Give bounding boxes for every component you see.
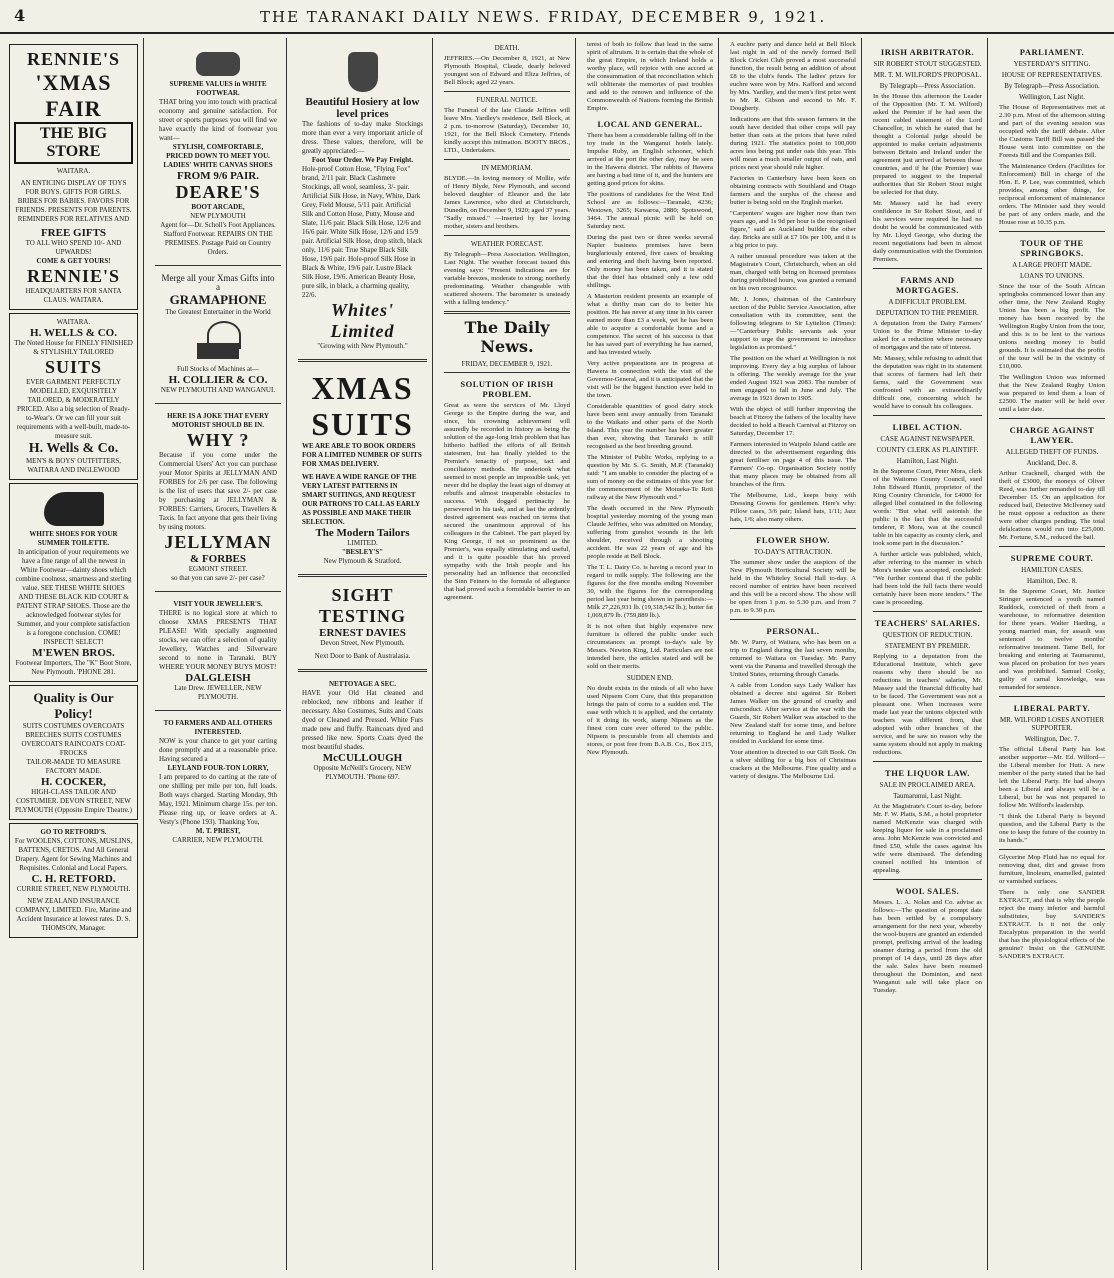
weather-heading: WEATHER FORECAST. bbox=[470, 240, 544, 248]
lawyer-dateline: Auckland, Dec. 8. bbox=[1026, 459, 1078, 467]
lawyer-para: Arthur Cracknell, charged with the theft of £3000, the moneys of Oliver Reed, was further remanded to-day till December 15. On an application for reduced bail, Detective McIlveney said he must oppose a reduction as there were other charges pending. The total defalcations would run into £25,000. Mr. Fortune, S.M., reduced the bail. bbox=[999, 470, 1105, 541]
liquor-dateline: Taumarunui, Last Night. bbox=[893, 792, 962, 800]
shoes-body: In anticipation of your requirements we have a fine range of all the newest in White Footwear—dainty shoes which combine coolness, smartness and sterling value. SEE THESE WHITE SHOES AND THESE BLACK KID COURT & PATENT STRAP SHOES. Those are the acknowledged footwear styles for Summer, and your complete satisfaction is a foregone conclusion. COME! INSPECT! SELECT! bbox=[15, 548, 132, 646]
wells-town: WAITARA. bbox=[56, 318, 91, 326]
editorial-continued: terest of both to follow that lead in the same spirit of altruism. It is certain that the whole of the great Empire, in which Ireland holds a worthy place, will rejoice with one accord at the consummation of that reconciliation which will obliterate the memories of past troubles and add to the renown and influence of the Commonwealth of Nations forming the British Empire. bbox=[587, 41, 713, 112]
foot-order: Foot Your Order. We Pay Freight. bbox=[311, 156, 414, 164]
dearle-name: DEARE'S bbox=[175, 182, 261, 202]
dalgleish-ad bbox=[155, 596, 281, 706]
mewen-ad bbox=[9, 483, 138, 682]
modern-ltd: LIMITED. bbox=[347, 539, 378, 547]
lawyer-sub: ALLEGED THEFT OF FUNDS. bbox=[1005, 448, 1099, 456]
teachers-sub-2: STATEMENT BY PREMIER. bbox=[884, 642, 971, 650]
mewen-address: Footwear Importers, The "K" Boot Store, New Plymouth. 'PHONE 281. bbox=[15, 659, 132, 676]
liberal-heading: LIBERAL PARTY. bbox=[1013, 703, 1091, 713]
irish-press: By Telegraph—Press Association. bbox=[879, 82, 976, 90]
mccullough-name: McCULLOUGH bbox=[322, 752, 403, 764]
davies-address: Devon Street, New Plymouth. bbox=[320, 639, 405, 647]
libel-para-2: A further article was published, which, after referring to the manner in which Mora's tender was accepted, concluded: "We further contend that if the public had been told the full facts there would certainly have been more tenders." The case is proceeding. bbox=[873, 551, 982, 606]
price-from: FROM 9/6 PAIR. bbox=[177, 170, 259, 182]
nettoyage-heading: NETTOYAGE A SEC. bbox=[328, 680, 397, 688]
flower-show-sub: TO-DAY'S ATTRACTION. bbox=[753, 548, 833, 556]
supreme-court-para: In the Supreme Court, Mr. Justice Stringer sentenced a youth named Ruddock, convicted of theft from a warehouse, to reformative detention for three years. Walter Harding, a young married man, for assault was sentenced to twelve months' reformative treatment. Tame Bell, for breaking and entering at Taumarunui, was placed on probation for two years and was prohibited. Samuel Cooky, guilty of carnal knowledge, was remanded for sentence. bbox=[999, 588, 1105, 691]
personal-item-1: Mr. W. Parry, of Waitara, who has been on a trip to England during the last seven months, returned to Waitara on Tuesday. Mr. Parry went via the Panama and travelled through the United States, returning through Canada. bbox=[730, 639, 856, 678]
editorial-body: Great as were the services of Mr. Lloyd George to the Empire during the war, and since, his crowning achievement will assuredly be recorded in history as being the solution of the age-long Irish problem that has hitherto baffled the efforts of all British statesmen, but has finally yielded to the Premier's tenacity of purpose, tact and conciliatory methods. He undertook what seemed to most people an impossible task, yet never did he display the least sign of dismay at rebuffs and almost insuperable obstacles to success. With dogged pertinacity he persevered in his task, and at last the ardently desired agreement was reached on terms that secured the unanimous approval of his colleagues in the Cabinet. The part played by King George, if not so prominent as the Premier's, was equally stimulating and useful, and it is quite possible that his proved sympathy with the Irish people and his personality had an influence that reconciled the Sinn Feiners to the formula of allegiance that had proved such a formidable barrier to an agreement. bbox=[444, 402, 570, 601]
hosiery-body: The fashions of to-day make Stockings more than ever a very important article of dress. These values, therefore, will be greatly appreciated:— bbox=[302, 120, 423, 155]
local-item-3: During the past two or three weeks several Napier business premises have been burglariously entered, five cases of breaking and entering and theft having been reported. Only money has been taken, and it is stated that the thief has obtained only a few odd shillings. bbox=[587, 234, 713, 289]
retford-address: CURRIE STREET, NEW PLYMOUTH. bbox=[16, 885, 131, 893]
modern-tailors: The Modern Tailors bbox=[315, 527, 410, 539]
come-line: COME & GET YOURS! bbox=[36, 257, 111, 265]
springboks-sub-2: LOANS TO UNIONS. bbox=[1019, 272, 1085, 280]
collier-address: NEW PLYMOUTH AND WANGANUI. bbox=[160, 386, 276, 394]
local-item-18: With the object of still further improving the beach at Fitzroy the fathers of the locality have decided to hold a Beach Carnival at Fitzroy on Saturday, December 17. bbox=[730, 406, 856, 437]
libel-dateline: Hamilton, Last Night. bbox=[896, 457, 959, 465]
liquor-sub: SALE IN PROCLAIMED AREA. bbox=[879, 781, 976, 789]
besley-ad bbox=[298, 366, 427, 570]
flower-show-heading: FLOWER SHOW. bbox=[756, 535, 830, 545]
big-store-logo: THE BIG STORE bbox=[14, 122, 133, 164]
cocker-address: HIGH-CLASS TAILOR AND COSTUMIER. DEVON STREET, NEW PLYMOUTH (Opposite Empire Theatre.) bbox=[15, 788, 132, 814]
stylish-line: STYLISH, COMFORTABLE, PRICED DOWN TO MEET YOU. LADIES' WHITE CANVAS SHOES bbox=[163, 143, 273, 169]
mccullough-address: Opposite McNeill's Grocery, NEW PLYMOUTH. 'Phone 697. bbox=[313, 764, 412, 781]
rennie-title: RENNIE'S bbox=[26, 49, 121, 69]
cocker-tailor: TAILOR-MADE TO MEASURE bbox=[26, 758, 121, 766]
nettoyage-body: HAVE your Old Hat cleaned and reblocked, new ribbons and leather if necessary. Also Costumes, Suits and Coats dyed or Cleaned and Pressed. White Furs made new and fluffy. Raincoats dyed and pressed like new. Sports Coats dyed the most beautiful shades. bbox=[302, 689, 423, 751]
fair-word: FAIR bbox=[45, 96, 102, 121]
cocker-ad bbox=[9, 685, 138, 820]
testing-word: TESTING bbox=[318, 606, 407, 626]
farms-sub-2: DEPUTATION TO THE PREMIER. bbox=[876, 309, 979, 317]
gramaphone-stock: Full Stocks of Machines at— bbox=[176, 365, 260, 373]
davies-next-door: Next Door to Bank of Australasia. bbox=[314, 652, 411, 660]
page-header bbox=[0, 0, 1114, 34]
column-1 bbox=[4, 38, 144, 1270]
springboks-para-2: The Wellington Union was informed that the New Zealand Rugby Union was prepared to lend them a loan of £2500. The matter will be held over until a later date. bbox=[999, 374, 1105, 413]
libel-para-1: In the Supreme Court, Peter Mora, clerk of the Waitomo County Council, sued John Edward Huntii, proprietor of the King Country Chronicle, for £4000 for alleged libel contained in the following words: "But what will astonish the public is the fact that the successful tenderer, P. Mora, was at the council table in his capacity as county clerk, and took some part in the discussion." bbox=[873, 468, 982, 547]
whites-slogan: "Growing with New Plymouth." bbox=[317, 342, 408, 350]
gramaphone-heading: GRAMAPHONE bbox=[169, 292, 267, 307]
dearle-town: NEW PLYMOUTH bbox=[190, 212, 246, 220]
farms-para-2: Mr. Massey, while refusing to admit that the deputation was right in its statement that scores of farmers had left their farms, said the Government was confronted with an extraordinarily difficult one, concerning which he would have to consult his colleagues. bbox=[873, 355, 982, 410]
farms-sub-1: A DIFFICULT PROBLEM. bbox=[888, 298, 967, 306]
teachers-heading: TEACHERS' SALARIES. bbox=[874, 618, 981, 628]
column-4 bbox=[439, 38, 576, 1270]
page-number: 4 bbox=[14, 6, 26, 25]
quality-heading: Quality is Our Policy! bbox=[33, 690, 114, 721]
libel-heading: LIBEL ACTION. bbox=[892, 422, 963, 432]
davies-ad bbox=[298, 581, 427, 665]
merge-line: Merge all your Xmas Gifts into a bbox=[161, 273, 275, 292]
forbes-name: & FORBES bbox=[190, 553, 246, 565]
personal-heading: PERSONAL. bbox=[766, 626, 820, 636]
dearle-body: Agent for—Dr. Scholl's Foot Appliances. Stafford Footwear. REPAIRS ON THE PREMISES. Postage Paid on Country Orders. bbox=[160, 221, 276, 256]
whites-ad bbox=[298, 44, 427, 355]
editorial-heading: SOLUTION OF IRISH PROBLEM. bbox=[460, 379, 554, 399]
retford-go: GO TO RETFORD'S. bbox=[40, 828, 107, 836]
farmers-heading: TO FARMERS AND ALL OTHERS INTERESTED. bbox=[163, 719, 273, 736]
shoe-illustration bbox=[44, 492, 104, 526]
farms-para-1: A deputation from the Dairy Farmers' Union to the Prime Minister to-day asked for a reduction where necessary of mortgages and the rate of interest. bbox=[873, 320, 982, 351]
suits-heading: SUITS bbox=[311, 406, 414, 442]
parliament-para-2: The Maintenance Orders (Facilities for Enforcement) Bill in charge of the Hon. E. P. Lee, was committed, which provides, among other things, for reciprocal enforcement of maintenance orders. The Minister said they would be part of any orders made, and the House rose at 10.35 p.m. bbox=[999, 163, 1105, 226]
mewen-name: M'EWEN BROS. bbox=[32, 647, 115, 659]
cocker-list: SUITS COSTUMES OVERCOATS BREECHES SUITS COSTUMES OVERCOATS RAINCOATS COAT-FROCKS bbox=[21, 722, 126, 757]
nz-insurance: NEW ZEALAND INSURANCE COMPANY, LIMITED. Fire, Marine and Accident Insurance at lowest rates. D. S. THOMSON, Manager. bbox=[15, 897, 132, 932]
dearle-ad bbox=[155, 44, 281, 261]
supreme-court-dateline: Hamilton, Dec. 8. bbox=[1027, 577, 1077, 585]
jellyman-name: JELLYMAN bbox=[164, 532, 272, 552]
column-8 bbox=[994, 38, 1110, 1270]
cocker-factory: FACTORY MADE. bbox=[45, 767, 102, 775]
rennie-body: AN ENTICING DISPLAY OF TOYS FOR BOYS. GIFTS FOR GIRLS. BRIBES FOR BABIES. FAVORS FOR FRIENDS. PRESENTS FOR PARENTS. REMINDERS FOR RELATIVES AND bbox=[15, 179, 132, 223]
column-3 bbox=[293, 38, 433, 1270]
local-item-1: There has been a considerable falling off in the toy trade in the Wanganui hotels lately. Impulse Ruby, an English schooner, which arrived at the port the other day, may be seen in the Hawera district. The rabbits of Hawera are having a bad time of it, and the hunters are getting good prices for skins. bbox=[587, 132, 713, 187]
sight-word: SIGHT bbox=[331, 585, 394, 605]
wells-suits: SUITS bbox=[44, 357, 103, 377]
liberal-dateline: Wellington, Dec. 7. bbox=[1024, 735, 1080, 743]
stocking-icon bbox=[348, 52, 378, 92]
local-item-8: The death occurred in the New Plymouth hospital yesterday morning of the young man Claude Jeffries, who was admitted on Monday, suffering from gunshot wounds in the left shoulder, received through a shooting accident. He was 22 years of age and his people reside at Bell Block. bbox=[587, 505, 713, 560]
weather-forecast: By Telegraph—Press Association. Wellington, Last Night. The weather forecast issued this evening says: "Present indications are for variable breezes, moderate to strong; northerly predominating. Weather changeable with scattered showers. The barometer is unsteady with a falling tendency." bbox=[444, 251, 570, 306]
wells-body: The Noted House for FINELY FINISHED & STYLISHLY TAILORED bbox=[14, 339, 133, 356]
wells-address: MEN'S & BOYS' OUTFITTERS, WAITARA AND INGLEWOOD bbox=[25, 457, 122, 474]
dalgleish-name: DALGLEISH bbox=[185, 672, 251, 684]
wells-signature: H. Wells & Co. bbox=[28, 441, 119, 456]
dearle-arcade: BOOT ARCADE, bbox=[191, 203, 245, 211]
free-gifts-sub: TO ALL WHO SPEND 10/- AND UPWARDS! bbox=[25, 239, 122, 256]
local-item-13: Factories in Canterbury have been keen on obtaining contracts with Southland and Otago farmers and the surplus of the cheese and butter is being sold on the English market. bbox=[730, 175, 856, 206]
local-item-2: The positions of candidates for the West End School are as follows:—Taranaki, 4236; Westown, 3265; Kawaroa, 2880; Spotswood, 3464. The annual picnic will be held on Saturday next. bbox=[587, 191, 713, 230]
irish-para-2: Mr. Massey said he had every confidence in Sir Robert Stout, and if his services were required he had no doubt he would be communicated with by Mr. Lloyd George, who during the recent negotiations had been in almost daily communication with the Dominion Premiers. bbox=[873, 200, 982, 263]
parliament-sub-2: HOUSE OF REPRESENTATIVES. bbox=[1001, 71, 1103, 79]
cocker-name: H. COCKER, bbox=[40, 776, 107, 788]
liquor-heading: THE LIQUOR LAW. bbox=[885, 768, 970, 778]
leyland-body: I am prepared to do carting at the rate of one shilling per mile per ton, full loads. Both ways charged. Starting Monday, 9th May, 1921. Minimum charge 15s. per ton. Please ring up, or leave orders at A. Vesty's (Phone 193). Thanking You, bbox=[159, 773, 278, 826]
why-heading: WHY ? bbox=[186, 430, 250, 450]
supreme-court-sub: HAMILTON CASES. bbox=[1021, 566, 1083, 574]
farmers-body: NOW is your chance to get your carting done promptly and at a reasonable price. Having secured a bbox=[159, 737, 277, 763]
teachers-para: Replying to a deputation from the Educational Institute, which gave reasons why there should be no reductions in teachers' salaries, Mr. Massey said the financial difficulty had to be faced. The Government was not a pleasant one. When increases were made last year the unions objected with teachers was different from, that adopted with other branches of the service, and he saw no reason why the same system should not apply in making reductions. bbox=[873, 653, 982, 756]
irish-sub-1: SIR ROBERT STOUT SUGGESTED. bbox=[873, 60, 982, 68]
shoes-title: WHITE SHOES FOR YOUR SUMMER TOILETTE. bbox=[29, 530, 118, 547]
liberal-para-1: The official Liberal Party has lost another supporter—Mr. Ed. Wilford—the Liberal member for Hutt. A new member of the party stated that he had left the Liberal Party. He had always been a Liberal and always will be a Liberal, but he was not prepared to follow Mr. Wilford's leadership. bbox=[999, 746, 1105, 809]
visit-heading: VISIT YOUR JEWELLER'S. bbox=[173, 600, 263, 608]
egmont-street: EGMONT STREET. bbox=[188, 565, 248, 573]
xmas-heading: XMAS bbox=[311, 370, 414, 406]
parliament-heading: PARLIAMENT. bbox=[1019, 47, 1085, 57]
shoe-icon bbox=[196, 52, 240, 76]
supreme-body: THAT bring you into touch with practical economy and genuine satisfaction. For street or sports purposes you will find we have exactly the kind of footwear you want— bbox=[159, 98, 277, 142]
davies-name: ERNEST DAVIES bbox=[319, 627, 406, 639]
local-general-heading: LOCAL AND GENERAL. bbox=[597, 119, 703, 129]
retford-ad bbox=[9, 823, 138, 938]
why-body: Because if you come under the Commercial Users' Act you can purchase your Motor Spirits at JELLYMAN AND FORBES for 2/6 per case. The following is the list of users that save 2/- per case by purchasing at JELLYMAN & FORBES: Carriers, Grocers, Travellers & Taxis. In fact anyone that gets their living by using motors. bbox=[159, 451, 277, 531]
rennie-ad bbox=[9, 44, 138, 310]
parliament-para-1: The House of Representatives met at 2.30 p.m. Most of the afternoon sitting and part of the evening session was occupied with the tariff debate. After the Customs Tariff Bill was passed the House went into committee on the Forests Bill and the Companies Bill. bbox=[999, 104, 1105, 159]
gramophone-illustration bbox=[193, 321, 243, 361]
springboks-heading: TOUR OF THE SPRINGBOKS. bbox=[1020, 238, 1084, 258]
rennie-hq: HEADQUARTERS FOR SANTA CLAUS. WAITARA. bbox=[25, 287, 122, 304]
local-item-10: It is not often that highly expensive new furniture is offered the public under such circumstances as prompt to-day's sale by Messrs. Newton King, Ltd. Particulars are not intended here, the articles stated and will be sold on their merits. bbox=[587, 623, 713, 670]
free-gifts: FREE GIFTS bbox=[40, 227, 107, 239]
wool-para: Messrs. L. A. Nolan and Co. advise as follows:—The question of prompt date has been settled by a compulsory arrangement for the next year, whereby the wool-buyers are granted an extended prompt, prefixing arrival of the leading steamer during a period from the old prompt of 14 days, until 28 days after the sale. Sales have been resumed throughout the Dominion, and next Wanganui sale will take place on Tuesday. bbox=[873, 899, 982, 994]
irish-para-1: In the House this afternoon the Leader of the Opposition (Mr. T. M. Wilford) asked the Premier if he had seen the recent cabled statement of the Lord Chancellor, in which he stated that he thought a Colonial judge should be appointed to make certain adjustments between Britain and Ireland under the agreement just arrived at between those countries, and if he (the Premier) was prepared to suggest to the Imperial authorities that Sir Robert Stout might be selected for that duty. bbox=[873, 93, 982, 196]
local-item-16: Mr. J. Jones, chairman of the Canterbury section of the Public Service Association, after consultation with its committee, sent the following telegram to Sir Lyttelton (Times):—"Canterbury Public servants ask your support to urge the government to introduce legislation as promised." bbox=[730, 296, 856, 351]
libel-sub-1: CASE AGAINST NEWSPAPER. bbox=[880, 435, 975, 443]
teachers-sub-1: QUESTION OF REDUCTION. bbox=[882, 631, 973, 639]
collier-name: H. COLLIER & CO. bbox=[168, 374, 268, 386]
irish-sub-2: MR. T. M. WILFORD'S PROPOSAL. bbox=[873, 71, 982, 79]
local-item-19: Farmers interested in Waipolo Island cattle are directed to the advertisement regarding this great fertiliser on page 4 of this issue. The Farmers' Co-op. Organisation Society notify that many places may be obtained from all branches of the firm. bbox=[730, 441, 856, 488]
rennie-town: WAITARA. bbox=[56, 167, 91, 175]
springboks-para-1: Since the tour of the South African springboks commenced lower than any other time, the New Zealand Rugby Union has been a big profit. The money has been received by the Wellington Rugby Union from the tour, and this is to be lent to the various unions needing money to build grounds. It is estimated that the profits of the tour will be in the vicinity of £10,000. bbox=[999, 283, 1105, 370]
memoriam-heading: IN MEMORIAM. bbox=[481, 164, 533, 172]
priest-ad bbox=[155, 715, 281, 849]
death-notice: JEFFRIES.—On December 8, 1921, at New Plymouth Hospital, Claude, dearly beloved youngest son of Edward and Eliza Jeffries, of Bell Block; aged 22 years. bbox=[444, 55, 570, 86]
sander-ad: There is only one SANDER EXTRACT, and that is why the people reject the many inferior and harmful substitutes, buy SANDER'S EXTRACT. Is it not the only Eucalyptus preparation in the world that has the physiological effects of the genuine? Insist on the GENUINE SANDER'S EXTRACT. bbox=[999, 889, 1105, 960]
xmas-body-2: WE HAVE A WIDE RANGE OF THE VERY LATEST PATTERNS IN SMART SUITINGS, AND REQUEST OUR PATRONS TO CALL AS EARLY AS POSSIBLE AND MAKE THEIR SELECTION. bbox=[302, 473, 420, 526]
jellyman-ad bbox=[155, 408, 281, 587]
parliament-sub-1: YESTERDAY'S SITTING. bbox=[1013, 60, 1091, 68]
funeral-notice: The Funeral of the late Claude Jeffries will leave Mrs. Yardley's residence, Bell Block, at 2 p.m. to-morrow (Saturday), December 10, 1921, for the Bell Block Cemetery. Friends kindly accept this intimation. BOOTY BROS., LTD., Undertakers. bbox=[444, 107, 570, 154]
retford-list: For WOOLENS, COTTONS, MUSLINS, BATTENS, CRETOS. And All General Drapery. Agent for Sewing Machines and Requisites. Colonial and Local Papers. bbox=[14, 837, 133, 872]
dalgleish-address: Late Drew. JEWELLER, NEW PLYMOUTH. bbox=[174, 684, 262, 701]
local-item-17: The position on the wharf at Wellington is not improving. Every day a big surplus of labour is offering. The weekly average for the year ended August 1921 was 2083. The number of men engaged to fall in June and July. The average in 1921 down to 1905. bbox=[730, 355, 856, 402]
memoriam-notice: BLYDE.—In loving memory of Mollie, wife of Henry Blyde, New Plymouth, and second beloved daughter of Eleanor and the late James Lawrence, who died at Christchurch, Dunedin, on December 9, 1920; aged 37 years. "Sadly missed." —Inserted by her loving mother, sisters and brothers. bbox=[444, 175, 570, 230]
liquor-para: At the Magistrate's Court to-day, before Mr. F. W. Platts, S.M., a hotel proprietor named McKenzie was charged with keeping liquor for sale in a proclaimed area. John McKenzie was convicted and fined £50, while the cases against his wife were dismissed. The defending counsel notified his intention of appealing. bbox=[873, 803, 982, 874]
wells-name: H. WELLS & CO. bbox=[30, 327, 117, 339]
parliament-press: By Telegraph—Press Association. bbox=[1004, 82, 1100, 90]
liberal-sub: MR. WILFORD LOSES ANOTHER SUPPORTER. bbox=[999, 716, 1105, 732]
supreme-court-heading: SUPREME COURT. bbox=[1010, 553, 1094, 563]
retford-name: C. H. RETFORD. bbox=[31, 873, 116, 885]
wells-desc: EVER GARMENT PERFECTLY MODELLED, EXQUISITELY TAILORED, & MODERATELY PRICED. Also a big selection of Ready-to-Wear's. Or we can fill your suit requirements with a well-built, made-to-measure suit. bbox=[16, 378, 131, 440]
sudden-end-body: No doubt exists in the minds of all who have used Nipsem Corn Cure, that this preparation brings the pain of corns to a sudden end. The ease with which it is applied, and the certainty of it doing its work, stamp Nipsem as the finest corn cure ever offered to the public. Nipsem is procurable from all chemists and stores, or post free from B.A.B. Co., Box 215, New Plymouth. bbox=[587, 685, 713, 756]
local-item-11: A euchre party and dance held at Bell Block last night in aid of the newly formed Bell Block Cricket Club proved a most successful function, the result being an addition of about £8 to the club's funds. The ladies' prizes for euchre were won by Mrs. Kafford and second by Mrs. Yardley, and the men's first prize went to Mr. R. Gibson and second to Mr. F. Dougherty. bbox=[730, 41, 856, 112]
glycerine-ad: Glycerine Mop Fluid has no equal for removing dust, dirt and grease from furniture, linoleum, enamelled, painted or varnished surfaces. bbox=[999, 854, 1105, 885]
local-item-15: A rather unusual procedure was taken at the Magistrate's Court, Christchurch, when an old man, charged with being on licensed premises during prohibited hours, was granted a remand on his own recognisance. bbox=[730, 253, 856, 292]
irish-heading: IRISH ARBITRATOR. bbox=[880, 47, 975, 57]
leyland-line: LEYLAND FOUR-TON LORRY, bbox=[167, 764, 269, 772]
funeral-heading: FUNERAL NOTICE. bbox=[476, 96, 538, 104]
hosiery-heading: Beautiful Hosiery at low level prices bbox=[305, 96, 420, 120]
parliament-dateline: Wellington, Last Night. bbox=[1019, 93, 1085, 101]
issue-date: FRIDAY, DECEMBER 9, 1921. bbox=[461, 360, 553, 368]
column-5 bbox=[582, 38, 719, 1270]
wells-ad bbox=[9, 313, 138, 480]
besley-towns: New Plymouth & Stratford. bbox=[323, 557, 402, 565]
gramaphone-sub: The Greatest Entertainer in the World bbox=[165, 308, 271, 316]
joke-line: HERE IS A JOKE THAT EVERY MOTORIST SHOULD BE IN. bbox=[167, 412, 269, 429]
column-2 bbox=[150, 38, 287, 1270]
priest-name: M. T. PRIEST, bbox=[195, 827, 241, 835]
rennie-title-2: RENNIE'S bbox=[26, 266, 121, 286]
sudden-end-heading: SUDDEN END. bbox=[626, 674, 674, 682]
xmas-body: WE ARE ABLE TO BOOK ORDERS FOR A LIMITED NUMBER OF SUITS FOR XMAS DELIVERY. bbox=[302, 442, 422, 468]
lawyer-heading: CHARGE AGAINST LAWYER. bbox=[1009, 425, 1095, 445]
local-item-9: The T. L. Dairy Co. is having a record year in regard to milk supply. The following are the figures for the five months ending November 30, with the figures for the corresponding period last year being shown in parenthesis:—Milk 27,226,931 lb. (19,318,542 lb.); butter fat 1,069,879 lb. (759,889 lb.). bbox=[587, 564, 713, 619]
collier-ad bbox=[155, 270, 281, 399]
libel-sub-2: COUNTY CLERK AS PLAINTIFF. bbox=[876, 446, 979, 454]
mccullough-ad bbox=[298, 676, 427, 786]
wool-heading: WOOL SALES. bbox=[895, 886, 960, 896]
flower-show-body: The summer show under the auspices of the New Plymouth Horticultural Society will be held in the Whiteley Social Hall to-day. A record number of entries have been received and this will be a record show. The show will be open from 1 p.m. to 5.30 p.m. and from 7 p.m. to 9.30 p.m. bbox=[730, 559, 856, 614]
supreme-values: SUPREME VALUES in WHITE FOOTWEAR. bbox=[169, 80, 267, 97]
xmas-word: 'XMAS bbox=[35, 70, 112, 95]
local-item-6: Considerable quantities of good dairy stock have been sent away annually from Taranaki to the Waikato and other parts of the North Island. This year the number has been greater than ever, showing that Taranaki is still recognised as the best breeding ground. bbox=[587, 403, 713, 450]
local-item-4: A Masterton resident presents an example of what a thrifty man can do to better his position. He has never at any time in his career earned more than £3 a week, yet he has been able to acquire a comfortable home and a competence. The secret of his success is that he has saved part of everything he has earned, and has invested wisely. bbox=[587, 293, 713, 356]
daily-news-flag: The Daily News. bbox=[464, 318, 550, 356]
column-6 bbox=[725, 38, 862, 1270]
whites-name: Whites' Limited bbox=[330, 300, 395, 341]
hosiery-list: Hole-proof Cotton Hose, "Flying Fox" brand, 2/11 pair. Black Cashmere Stockings, all wool, seamless, 3/- pair. Artificial Silk Hose, in Navy, White, Dark Grey, Field Mouse, 5/11 pair. Artificial Silk and Cotton Hose, Putty, Mouse and Slate, 11/6 pair. Black Silk Hose, 12/6 and 16/6 pair. White Silk Hose, 12/6 and 15/9 pair. Artificial Silk Hose, drop stitch, black only, 11/6 pair. True Shape Black Silk Hose, 19/6 pair. Hole-proof Silk Hose in Black & White, 19/6 pair. Lustre Black Silk Hose, 19/6. American Beauty Hose, pure silk, in black, a charming quality, 22/6. bbox=[302, 165, 423, 299]
column-7 bbox=[868, 38, 988, 1270]
jellyman-foot: so that you can save 2/- per case? bbox=[171, 574, 265, 582]
priest-address: CARRIER, NEW PLYMOUTH. bbox=[172, 836, 264, 844]
personal-item-3: Your attention is directed to our Gift Book. On a silver shilling for a big box of Christmas crackers at the Melbourne. Fine quality and a variety of designs. The Melbourne Ltd. bbox=[730, 749, 856, 780]
death-heading: DEATH. bbox=[494, 44, 520, 52]
farms-heading: FARMS AND MORTGAGES. bbox=[895, 275, 960, 295]
masthead-line: THE TARANAKI DAILY NEWS. FRIDAY, DECEMBER 9, 1921. bbox=[260, 8, 827, 26]
liberal-para-2: "I think the Liberal Party is beyond question, and the Liberal Party is the one to keep the future of the country in its hands." bbox=[999, 813, 1105, 844]
local-item-14: "Carpenters' wages are higher now than two years ago, and 1s 9d per hour is the recognised figure," said an Auckland builder the other day. Bricks are still at £7 10s per 100, and it is a big price to pay. bbox=[730, 210, 856, 249]
visit-body: THERE is no logical store at which to choose XMAS PRESENTS THAT PLEASE! With specially augmented stocks, we can offer a selection of quality Jewellery, Watches and Silverware second to none in Taranaki. BUY WHERE YOUR MONEY BUYS MOST! bbox=[159, 609, 277, 671]
local-item-20: The Melbourne, Ltd., keeps busy with Dressing Gowns for gentlemen. Here's why: Pillow cases, 3/6 pair; Island hats, 1/11; Jazz hats, 1/6; also many others. bbox=[730, 492, 856, 523]
besley-name: "BESLEY'S" bbox=[341, 548, 384, 556]
springboks-sub-1: A LARGE PROFIT MADE. bbox=[1012, 261, 1092, 269]
local-item-7: The Minister of Public Works, replying to a question by Mr. S. G. Smith, M.P. (Taranaki) said: "I am unable to consider the placing of a sum of money on the estimates of this year for the commencement of the Motueka-Te Roti railway at the New Plymouth end." bbox=[587, 454, 713, 501]
local-item-5: Very active preparations are in progress at Hawera in connection with the visit of the Governor-General, and it is anticipated that the visit will be the biggest function ever held in the town. bbox=[587, 360, 713, 399]
personal-item-2: A cable from London says Lady Walker has obtained a decree nisi against Sir Robert James Walker on the ground of cruelty and misconduct. After service at the war with the Guards, Sir Robert Walker was attached to the New Zealand staff for some time, and before returning to England he and Lady Walker resided in Auckland for some time. bbox=[730, 682, 856, 745]
local-item-12: Indications are that this season farmers in the south have decided that other crops will pay better than oats at the prices that have ruled during 1921. The statistics point to 100,000 acres less being put under oats this year. This will mean a much smaller output of oats, and prices next year should rule higher. bbox=[730, 116, 856, 171]
